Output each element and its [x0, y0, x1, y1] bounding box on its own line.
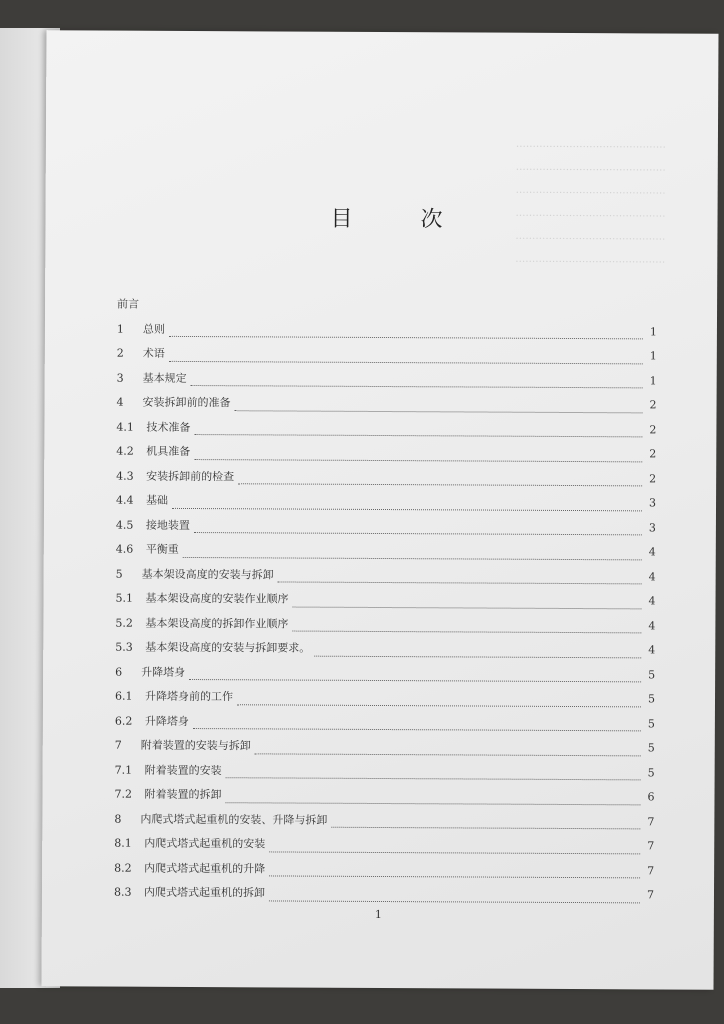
toc-leader-dots [269, 892, 640, 903]
toc-entry [114, 859, 654, 886]
toc-entry-label: 基础 [146, 493, 169, 507]
document-page [42, 30, 719, 990]
toc-entry-number: 4.2 [116, 444, 134, 458]
toc-leader-dots [226, 769, 641, 780]
toc-entry-page: 4 [648, 545, 656, 559]
toc-entry [116, 541, 656, 568]
toc-entry-label: 附着装置的安装与拆卸 [140, 738, 251, 753]
toc-entry-page: 3 [648, 520, 656, 534]
toc-leader-dots [292, 598, 641, 609]
toc-entry-page: 7 [647, 863, 655, 877]
toc-entry-label: 基本规定 [142, 371, 187, 385]
toc-entry [115, 761, 655, 788]
title-char-2: 次 [420, 207, 443, 233]
toc-entry [114, 786, 654, 813]
toc-entry-page: 7 [646, 888, 655, 902]
toc-leader-dots [183, 549, 642, 560]
toc-entry [116, 467, 656, 494]
toc-entry [116, 394, 656, 421]
toc-leader-dots [255, 745, 641, 756]
toc-entry-number: 4.3 [116, 469, 134, 483]
toc-leader-dots [237, 696, 641, 707]
toc-leader-dots [172, 500, 642, 511]
toc-entry-number: 7.2 [114, 787, 133, 801]
toc-entry-page: 1 [649, 324, 657, 338]
toc-entry-label: 附着装置的拆卸 [144, 787, 222, 802]
toc-entry-number: 4.4 [116, 493, 134, 507]
toc-entry-label: 技术准备 [146, 420, 191, 434]
toc-entry-number: 5.3 [115, 640, 133, 654]
toc-leader-dots [191, 377, 643, 388]
toc-entry-page: 1 [649, 349, 657, 363]
toc-entry-label: 安装拆卸前的准备 [142, 395, 231, 410]
toc-entry-number: 6.1 [114, 689, 133, 703]
toc-leader-dots [194, 426, 642, 437]
toc-entry-number: 7 [114, 738, 122, 752]
toc-entry-number: 6.2 [114, 714, 133, 728]
toc-leader-dots [169, 328, 643, 339]
toc-leader-dots [193, 720, 641, 731]
toc-entry-label: 基本架设高度的安装作业顺序 [145, 591, 289, 606]
toc-entry-label: 术语 [142, 346, 165, 360]
toc-entry-number: 4.5 [115, 518, 134, 532]
toc-entry-page: 4 [648, 618, 656, 632]
toc-entry-label: 基本架设高度的安装与拆卸要求。 [145, 640, 311, 655]
toc-entry-page: 6 [647, 790, 655, 804]
toc-entry-page: 3 [649, 496, 657, 510]
toc-entry-page: 2 [649, 422, 657, 436]
toc-leader-dots [278, 574, 642, 585]
toc-entry-page: 7 [647, 814, 655, 828]
toc-entry-page: 5 [647, 716, 655, 730]
toc-entry-page: 2 [649, 471, 657, 485]
toc-leader-dots [194, 524, 642, 535]
toc-entry-number: 1 [116, 322, 124, 336]
toc-entry-label: 内爬式塔式起重机的安装 [144, 836, 266, 851]
toc-entry [115, 737, 655, 764]
toc-leader-dots [169, 353, 643, 364]
toc-entry-page: 4 [648, 643, 656, 657]
toc-entry-label: 内爬式塔式起重机的拆卸 [143, 885, 266, 900]
toc-entry [115, 688, 655, 715]
toc-entry [114, 884, 654, 911]
toc-entry-page: 7 [647, 839, 655, 853]
toc-entry-label: 安装拆卸前的检查 [146, 469, 235, 483]
toc-entry [115, 712, 655, 739]
toc-entry [115, 590, 655, 617]
toc-entry-number: 6 [115, 665, 123, 679]
toc-entry-page: 1 [649, 373, 657, 387]
bleed-through-text: ……………………………………… ……………………………………… ……………………………………… ……………………………………… ……………………………………… ……………………………………… [515, 138, 666, 266]
toc-leader-dots [269, 868, 640, 879]
toc-entry-number: 8.2 [114, 861, 132, 875]
toc-entry [114, 835, 654, 862]
toc-entry-label: 基本架设高度的安装与拆卸 [141, 567, 274, 581]
toc-entry-number: 2 [116, 346, 124, 360]
toc-entry [115, 663, 655, 690]
toc-entry-page: 4 [648, 569, 656, 583]
title-char-1: 目 [330, 206, 353, 232]
toc-entry-page: 2 [649, 447, 657, 461]
toc-entry-label: 升降塔身 [141, 665, 186, 679]
toc-entry [117, 345, 657, 372]
toc-entry [116, 516, 656, 543]
toc-entry-label: 机具准备 [146, 444, 191, 459]
toc-entry [116, 565, 656, 592]
toc-entry-number: 4 [116, 395, 124, 409]
page-number: 1 [374, 907, 382, 922]
toc-leader-dots [225, 794, 640, 805]
toc-entry-number: 8.1 [114, 836, 132, 850]
toc-entry [114, 810, 654, 837]
toc-entry [116, 492, 656, 519]
toc-entry-number: 5.1 [115, 591, 134, 605]
toc-entry-page: 5 [647, 741, 655, 755]
toc-entry-page: 2 [649, 398, 657, 412]
toc-entry-label: 内爬式塔式起重机的升降 [144, 861, 266, 875]
toc-entry-label: 基本架设高度的拆卸作业顺序 [145, 616, 289, 631]
toc-leader-dots [238, 476, 642, 487]
toc-entry-label: 接地装置 [145, 518, 190, 532]
toc-entry [115, 614, 655, 641]
toc-entry-label: 前言 [117, 297, 140, 311]
toc-entry-label: 内爬式塔式起重机的安装、升降与拆卸 [140, 812, 328, 827]
toc-entry-label: 附着装置的安装 [144, 763, 222, 777]
toc-entry-number: 5.2 [115, 616, 133, 630]
toc-entry-number: 4.1 [116, 420, 134, 434]
toc-leader-dots [189, 671, 641, 682]
toc-entry-number: 8 [114, 812, 122, 826]
toc-entry-page: 4 [648, 594, 656, 608]
toc-entry-number: 7.1 [114, 763, 133, 777]
toc-entry [117, 369, 657, 396]
toc-entry [117, 320, 657, 347]
toc-entry-number: 8.3 [113, 885, 132, 899]
toc-entry-page: 5 [647, 692, 656, 706]
toc-leader-dots [235, 402, 643, 413]
toc-entry-page: 5 [648, 667, 656, 681]
toc-entry [116, 443, 656, 470]
toc-leader-dots [194, 451, 642, 462]
toc-entry [116, 418, 656, 445]
toc-entry-number: 3 [116, 371, 124, 385]
toc-entry-label: 升降塔身前的工作 [144, 689, 234, 704]
table-of-contents [114, 296, 657, 911]
toc-entry-label: 平衡重 [145, 542, 179, 556]
toc-entry-page: 5 [647, 765, 655, 779]
toc-leader-dots [331, 819, 640, 830]
toc-entry-number: 4.6 [115, 542, 134, 556]
toc-entry [117, 296, 657, 323]
toc-leader-dots [292, 623, 641, 634]
toc-leader-dots [269, 843, 640, 854]
toc-entry [115, 639, 655, 666]
toc-entry-number: 5 [115, 567, 123, 581]
toc-entry-label: 升降塔身 [144, 714, 189, 728]
toc-leader-dots [314, 647, 641, 658]
toc-entry-label: 总则 [142, 322, 165, 336]
